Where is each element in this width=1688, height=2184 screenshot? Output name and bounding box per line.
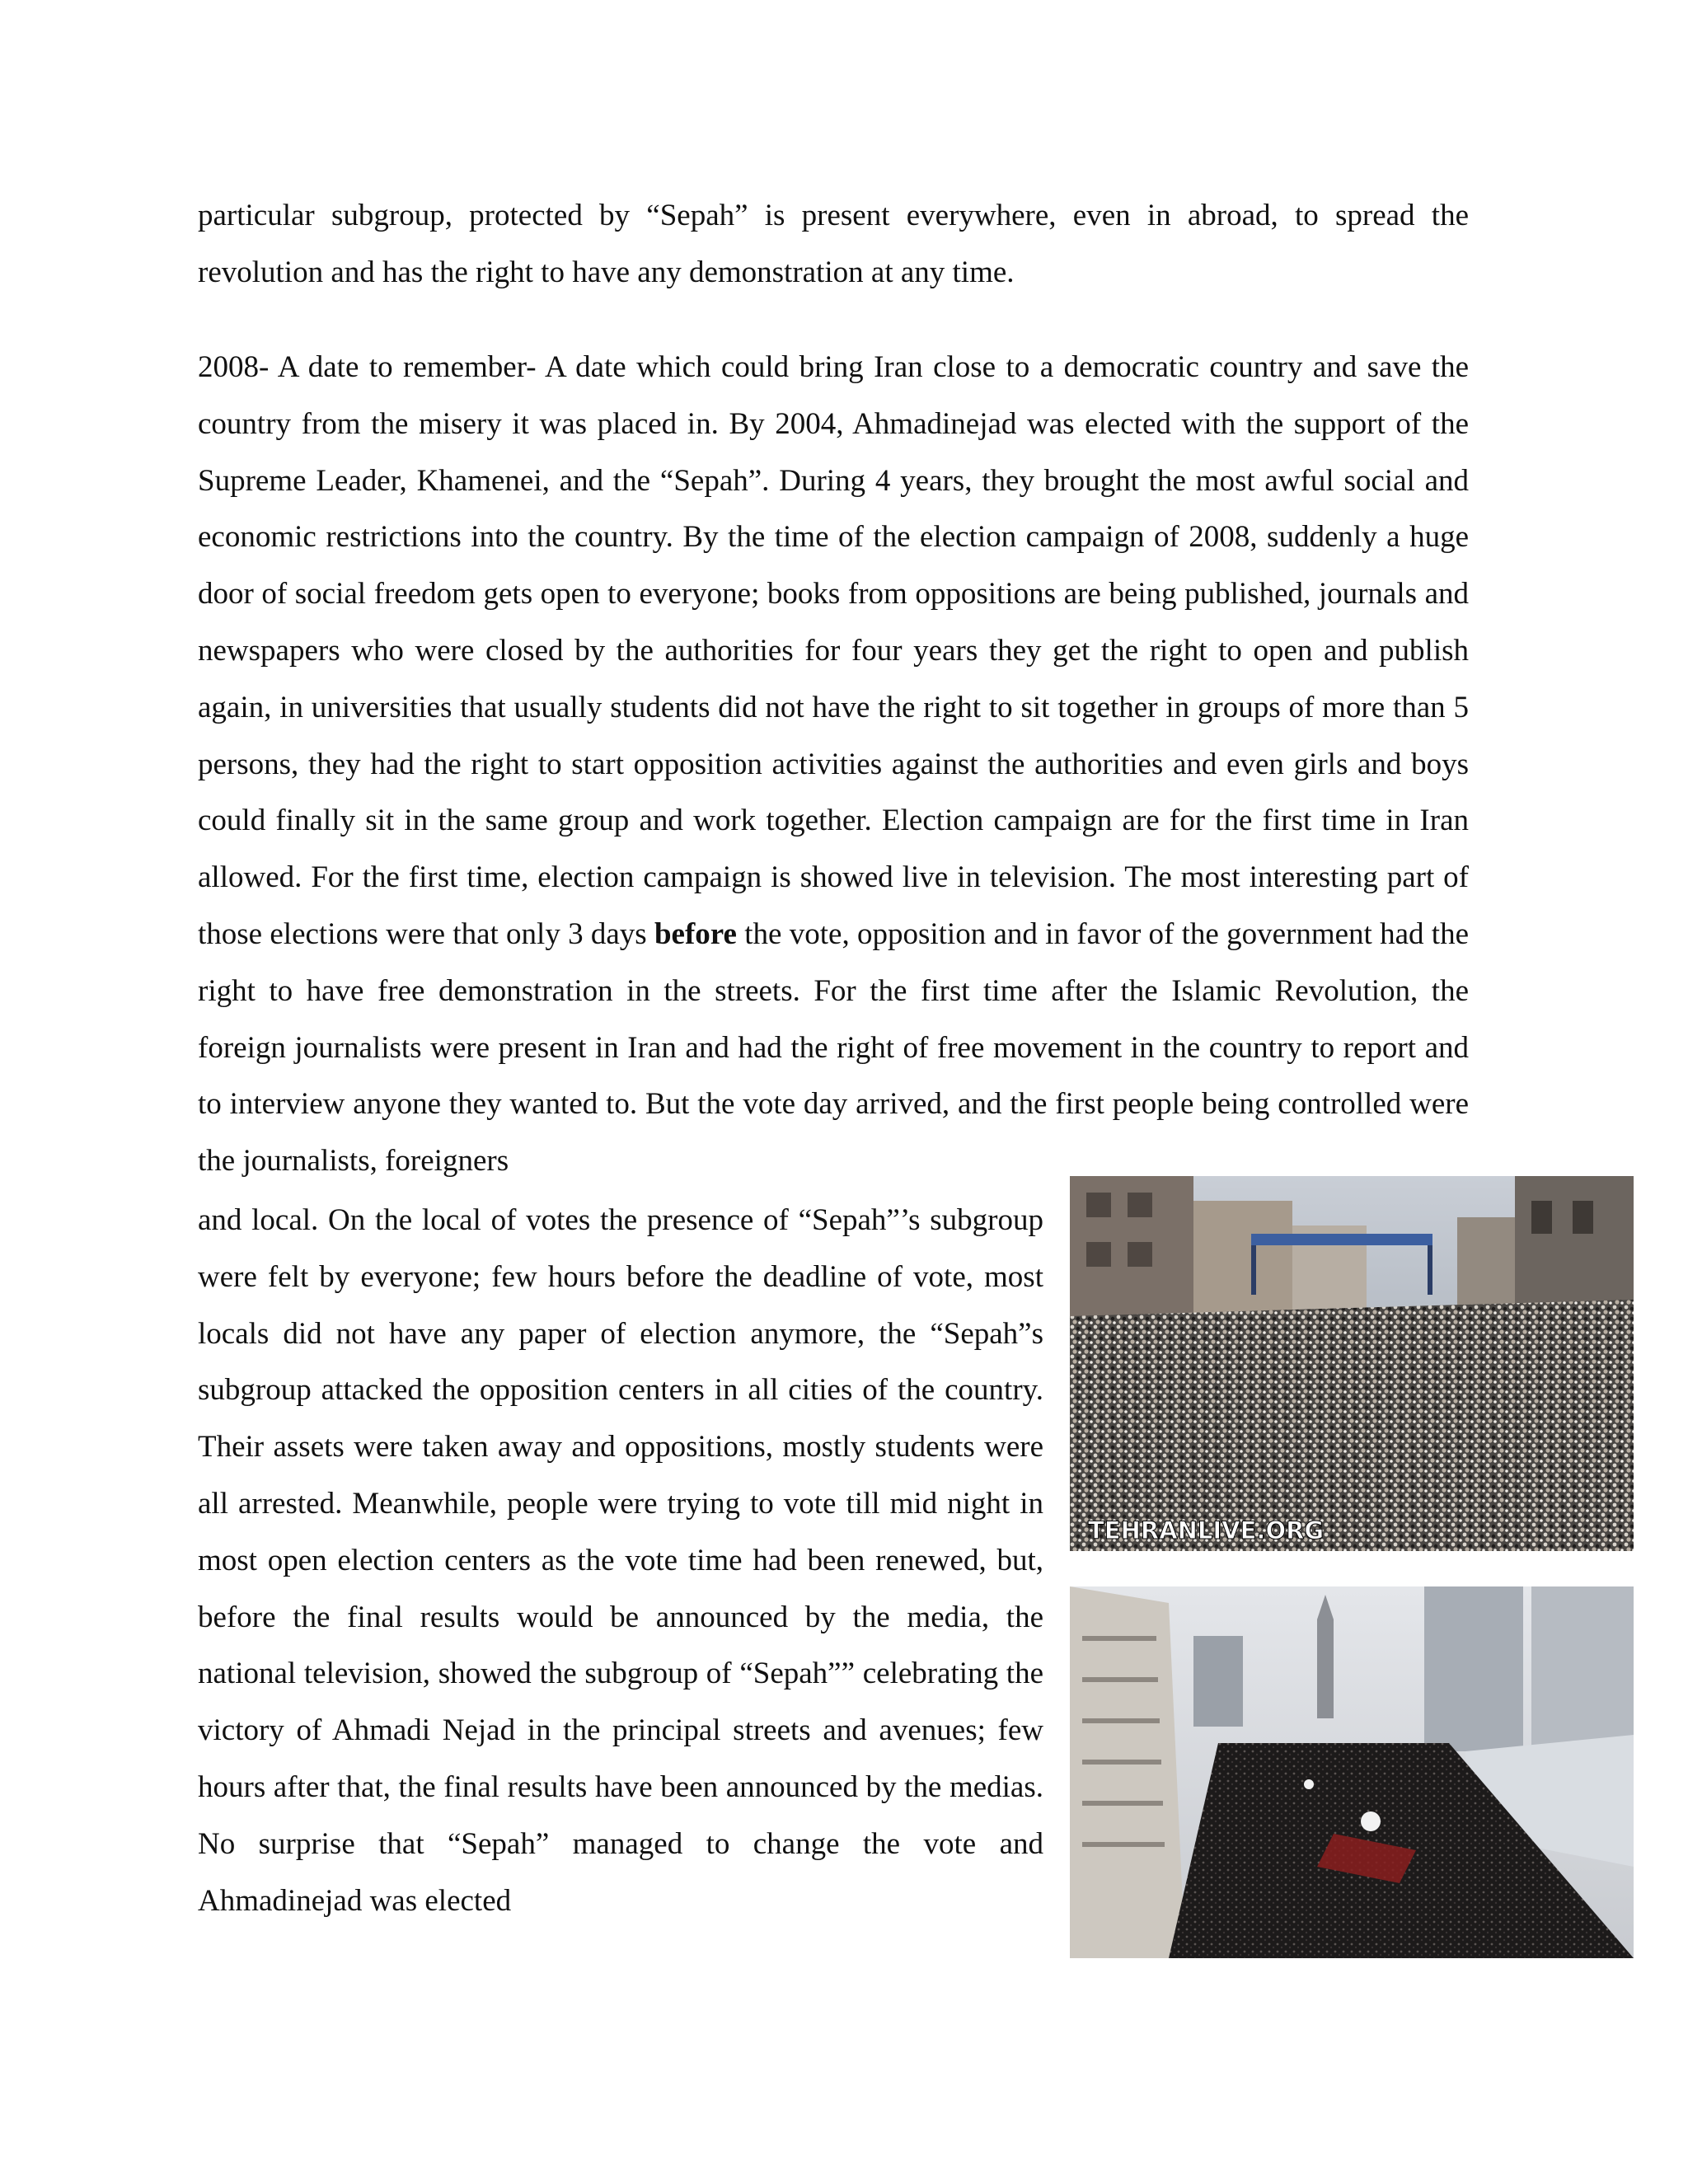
- paragraph-2-part-2: the vote, opposition and in favor of the government had the right to have free demonstration in the streets. For the first time after the Islamic Revolution, the foreign journalists were present in Iran and had the right of free movement in the country to report and to interview anyone they wanted to. But the vote day arrived, and the first people being controlled were the journalists, foreigners: [198, 916, 1470, 1179]
- crowd-photo-2: [1070, 1586, 1634, 1958]
- bold-word-before: before: [654, 916, 737, 951]
- paragraph-1: [198, 188, 1469, 302]
- crowd-photo-1: [1070, 1176, 1634, 1551]
- paragraph-2: [198, 340, 1469, 1190]
- paragraph-1-text: particular subgroup, protected by “Sepah” is present everywhere, even in abroad, to spread the revolution and has the right to have any demonstration at any time.: [198, 199, 1469, 289]
- photo-watermark: TEHRANLIVE.ORG: [1088, 1516, 1325, 1544]
- paragraph-2-text: [198, 340, 1469, 1190]
- paragraph-3: [198, 1193, 1043, 1929]
- paragraph-2-part-1: 2008- A date to remember- A date which could bring Iran close to a democratic country and save the country from the misery it was placed in. By 2004, Ahmadinejad was elected with the support of the Supreme Leader, Khamenei, and the “Sepah”. During 4 years, they brought the most awful social and economic restrictions into the country. By the time of the election campaign of 2008, suddenly a huge door of social freedom gets open to everyone; books from oppositions are being published, journals and newspapers who were closed by the authorities for four years they get the right to open and publish again, in universities that usually students did not have the right to sit together in groups of more than 5 persons, they had the right to start opposition activities against the authorities and even girls and boys could finally sit in the same group and work together. Election campaign are for the first time in Iran allowed. For the first time, election campaign is showed live in television. The most interesting part of those elections were that only 3 days: [198, 350, 1469, 951]
- crowd-photo-2-graphic: [1070, 1586, 1634, 1958]
- paragraph-3-text: and local. On the local of votes the presence of “Sepah”’s subgroup were felt by everyone; few hours before the deadline of vote, most locals did not have any paper of election anymore, the “Sepah”s subgroup attacked the opposition centers in all cities of the country. Their assets were taken away and oppositions, mostly students were all arrested. Meanwhile, people were trying to vote till mid night in most open election centers as the vote time had been renewed, but, before the final results would be announced by the media, the national television, showed the subgroup of “Sepah”” celebrating the victory of Ahmadi Nejad in the principal streets and avenues; few hours after that, the final results have been announced by the medias. No surprise that “Sepah” managed to change the vote and Ahmadinejad was elected: [198, 1203, 1043, 1918]
- crowd-photo-1-graphic: [1070, 1176, 1634, 1551]
